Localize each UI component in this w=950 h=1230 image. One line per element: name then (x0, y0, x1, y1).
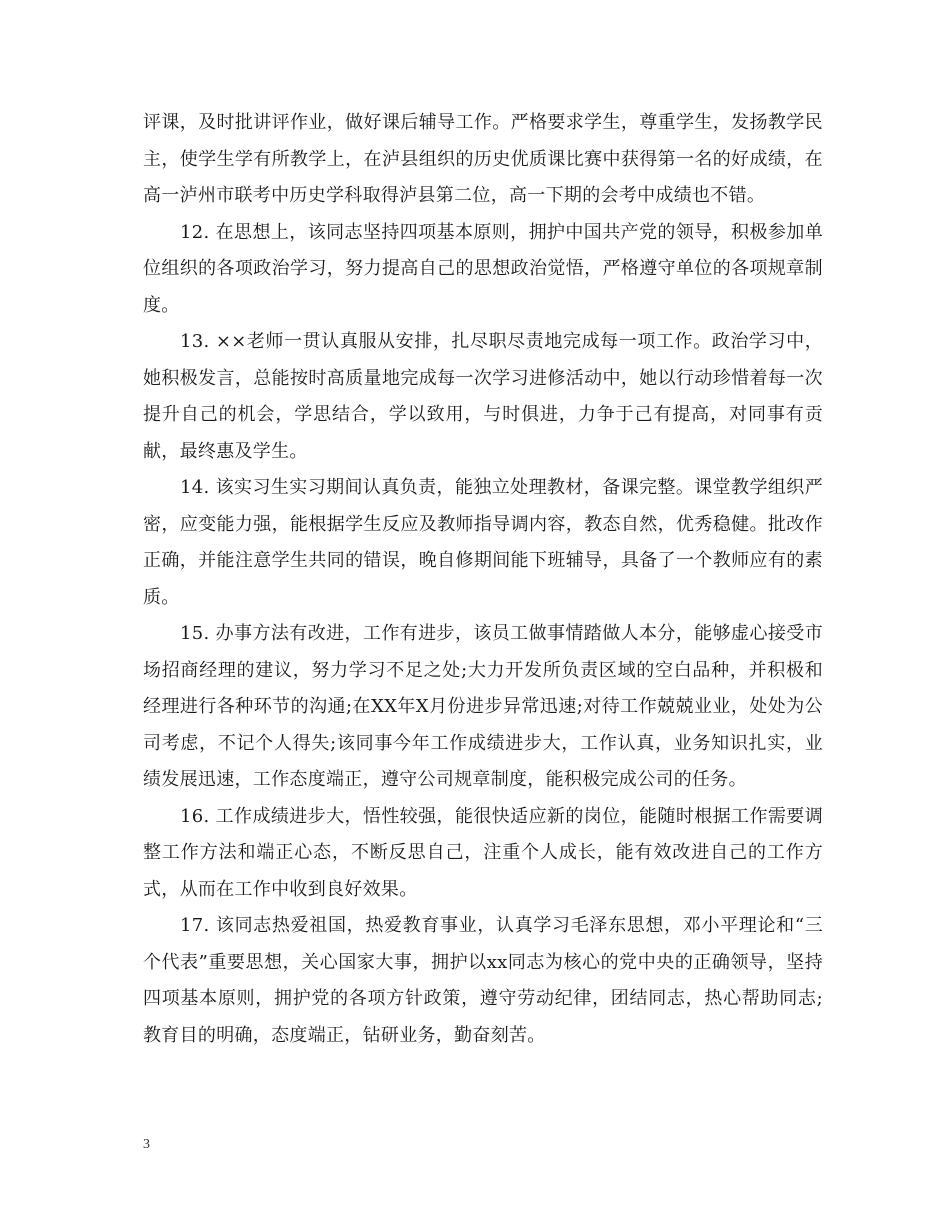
paragraph-item-13: 13. ××老师一贯认真服从安排，扎尽职尽责地完成每一项工作。政治学习中，她积极发言，总能按时高质量地完成每一次学习进修活动中，她以行动珍惜着每一次提升自己的机会，学思结合，学以致用，与时俱进，力争于己有提高，对同事有贡献，最终惠及学生。 (143, 331, 823, 462)
paragraph-item-15: 15. 办事方法有改进，工作有进步，该员工做事情踏做人本分，能够虚心接受市场招商经理的建议，努力学习不足之处;大力开发所负责区域的空白品种，并积极和经理进行各种环节的沟通;在XX年X月份进步异常迅速;对待工作兢兢业业，处处为公司考虑，不记个人得失;该同事今年工作成绩进步大，工作认真，业务知识扎实，业绩发展迅速，工作态度端正，遵守公司规章制度，能积极完成公司的任务。 (143, 623, 823, 790)
paragraph-item-14: 14. 该实习生实习期间认真负责，能独立处理教材，备课完整。课堂教学组织严密，应变能力强，能根据学生反应及教师指导调内容，教态自然，优秀稳健。批改作正确，并能注意学生共同的错误，晚自修期间能下班辅导，具备了一个教师应有的素质。 (143, 477, 823, 608)
page-number: 3 (143, 1137, 150, 1152)
paragraph-item-12: 12. 在思想上，该同志坚持四项基本原则，拥护中国共产党的领导，积极参加单位组织的各项政治学习，努力提高自己的思想政治觉悟，严格遵守单位的各项规章制度。 (143, 221, 823, 316)
paragraph-item-16: 16. 工作成绩进步大，悟性较强，能很快适应新的岗位，能随时根据工作需要调整工作方法和端正心态，不断反思自己，注重个人成长，能有效改进自己的工作方式，从而在工作中收到良好效果。 (143, 805, 823, 900)
document-body (143, 105, 823, 1054)
paragraph-item-17: 17. 该同志热爱祖国，热爱教育事业，认真学习毛泽东思想，邓小平理论和“三个代表”重要思想，关心国家大事，拥护以xx同志为核心的党中央的正确领导，坚持四项基本原则，拥护党的各项方针政策，遵守劳动纪律，团结同志，热心帮助同志;教育目的明确，态度端正，钻研业务，勤奋刻苦。 (143, 915, 823, 1046)
paragraph-continuation: 评课，及时批讲评作业，做好课后辅导工作。严格要求学生，尊重学生，发扬教学民主，使学生学有所教学上，在泸县组织的历史优质课比赛中获得第一名的好成绩，在高一泸州市联考中历史学科取得泸县第二位，高一下期的会考中成绩也不错。 (143, 112, 823, 206)
